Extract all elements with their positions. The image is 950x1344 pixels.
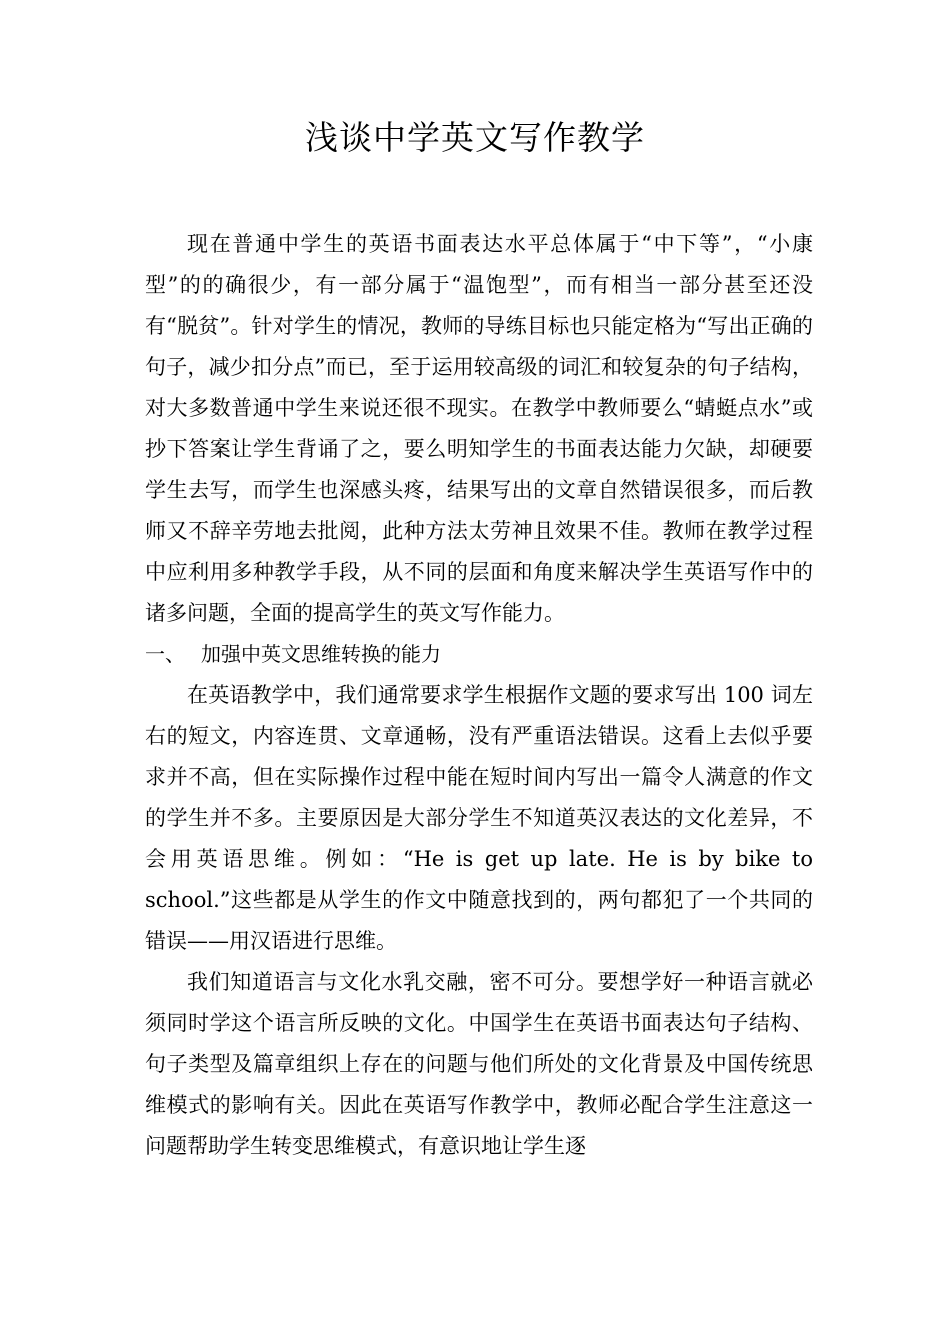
document-title: 浅谈中学英文写作教学: [305, 118, 645, 157]
document-body: [145, 224, 813, 1167]
section-number: 一、: [145, 642, 185, 666]
intro-paragraph: 现在普通中学生的英语书面表达水平总体属于“中下等”，“小康型”的的确很少，有一部分属于“温饱型”，而有相当一部分甚至还没有“脱贫”。针对学生的情况，教师的导练目标也只能定格为“写出正确的句子，减少扣分点”而已，至于运用较高级的词汇和较复杂的句子结构，对大多数普通中学生来说还很不现实。在教学中教师要么“蜻蜓点水”或抄下答案让学生背诵了之，要么明知学生的书面表达能力欠缺，却硬要学生去写，而学生也深感头疼，结果写出的文章自然错误很多，而后教师又不辞辛劳地去批阅，此种方法太劳神且效果不佳。教师在教学过程中应利用多种教学手段，从不同的层面和角度来解决学生英语写作中的诸多问题，全面的提高学生的英文写作能力。: [145, 232, 813, 625]
section-heading: [145, 634, 813, 675]
section-paragraph: 我们知道语言与文化水乳交融，密不可分。要想学好一种语言就必须同时学这个语言所反映的文化。中国学生在英语书面表达句子结构、句子类型及篇章组织上存在的问题与他们所处的文化背景及中国传统思维模式的影响有关。因此在英语写作教学中，教师必配合学生注意这一问题帮助学生转变思维模式，有意识地让学生逐: [145, 970, 813, 1158]
section-heading-text: 加强中英文思维转换的能力: [201, 642, 441, 666]
section-paragraph: 在英语教学中，我们通常要求学生根据作文题的要求写出 100 词左右的短文，内容连贯、文章通畅，没有严重语法错误。这看上去似乎要求并不高，但在实际操作过程中能在短时间内写出一篇令人满意的作文的学生并不多。主要原因是大部分学生不知道英汉表达的文化差异，不会用英语思维。例如：“He is get up late. He is by bike to school.”这些都是从学生的作文中随意找到的，两句都犯了一个共同的错误——用汉语进行思维。: [145, 683, 813, 953]
